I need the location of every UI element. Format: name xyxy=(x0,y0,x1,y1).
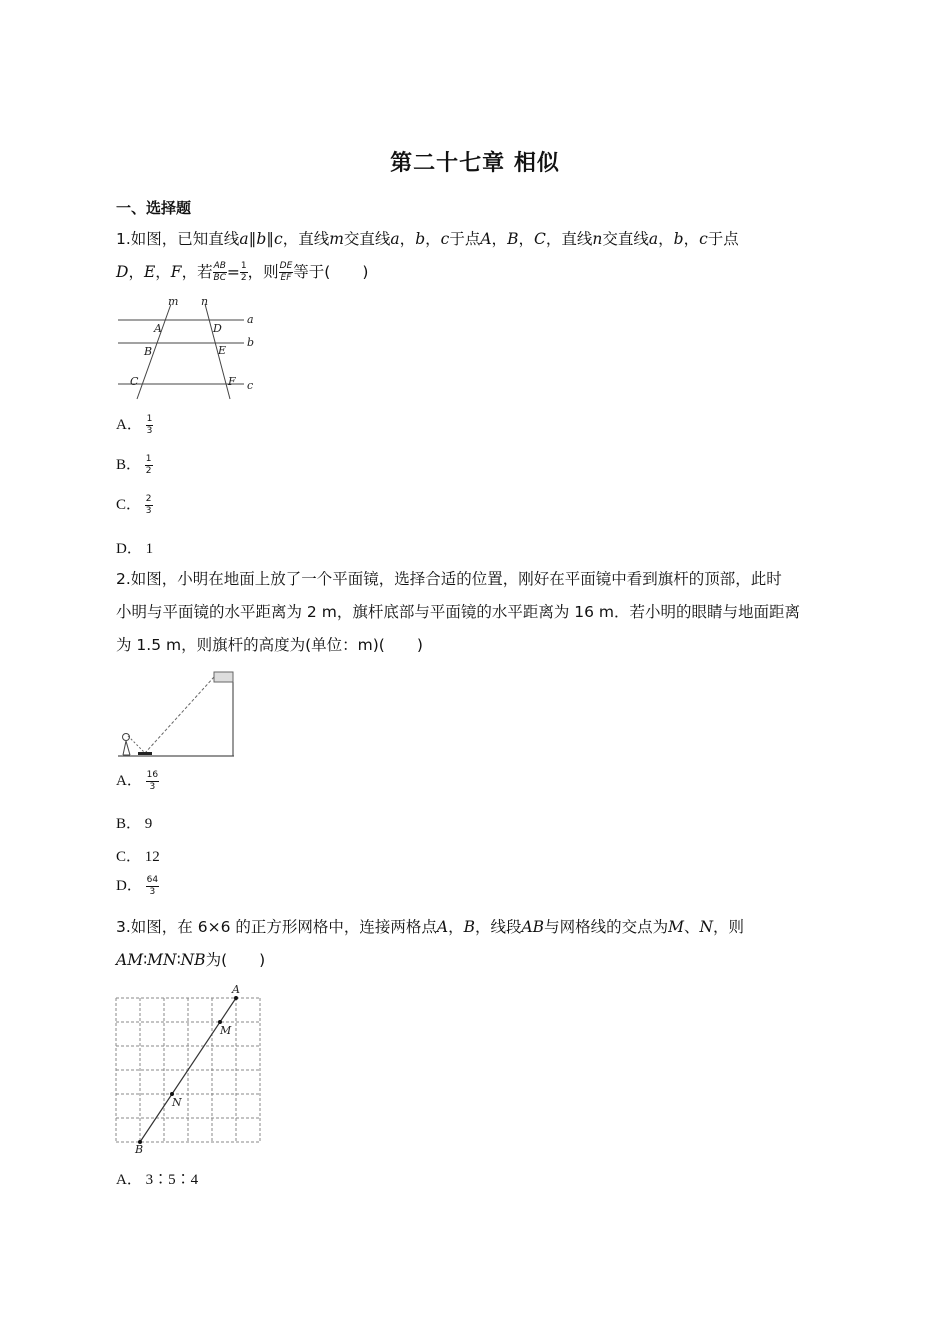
q1-text: 如图，已知直线 xyxy=(130,230,240,248)
q1-text: 交直线 xyxy=(602,230,649,248)
comma: ， xyxy=(155,263,171,281)
q1-text: 交直线 xyxy=(343,230,391,248)
var-n: n xyxy=(592,230,603,248)
comma: ， xyxy=(683,230,700,248)
mirror xyxy=(138,752,152,755)
q1-text: ，直线 xyxy=(282,230,330,248)
option-label: B． xyxy=(116,816,142,832)
q2-option-b[interactable] xyxy=(116,812,152,833)
q1-text: 于点 xyxy=(449,230,481,248)
point-B: B xyxy=(463,918,475,936)
q1-text: 等于( xyxy=(293,263,331,281)
segment-AB: AB xyxy=(521,918,545,936)
option-text: 3∶5∶4 xyxy=(145,1172,199,1188)
q3-text: 3.如图，在 6×6 的正方形网格中，连接两格点 xyxy=(116,918,437,936)
option-fraction xyxy=(146,875,159,898)
q1-option-d[interactable] xyxy=(116,537,153,558)
q2-option-d[interactable] xyxy=(116,874,159,898)
question-3 xyxy=(116,911,840,977)
ratio-colon: ∶ xyxy=(143,951,148,969)
fraction-denominator: 3 xyxy=(146,426,153,437)
point-B: B xyxy=(507,230,519,248)
var-c: c xyxy=(274,230,283,248)
option-label: D． xyxy=(116,878,142,894)
var-a: a xyxy=(390,230,400,248)
label-c: c xyxy=(247,379,254,392)
q1-option-c[interactable] xyxy=(116,493,153,517)
option-label: C． xyxy=(116,849,142,865)
var-a: a xyxy=(239,230,249,248)
fraction-denominator: BC xyxy=(213,273,226,283)
q3-text: 为( xyxy=(205,951,228,969)
question-2 xyxy=(116,563,840,662)
label-n: n xyxy=(201,296,209,308)
fraction-denominator: 3 xyxy=(149,782,156,793)
q1-text: ) xyxy=(362,263,369,281)
option-fraction xyxy=(145,454,153,477)
comma: ， xyxy=(518,230,534,248)
point-M: M xyxy=(668,918,684,936)
fraction-numerator: 1 xyxy=(146,414,153,425)
point-C: C xyxy=(533,230,546,248)
var-b: b xyxy=(256,230,267,248)
option-label: A． xyxy=(116,417,142,433)
comma: ， xyxy=(425,230,441,248)
var-c: c xyxy=(440,230,450,248)
option-label: B． xyxy=(116,457,142,473)
section-heading: 一、选择题 xyxy=(116,199,192,217)
q2-option-a[interactable] xyxy=(116,769,159,793)
fraction-numerator: 2 xyxy=(145,494,152,505)
option-label: A． xyxy=(116,773,142,789)
line-m xyxy=(137,304,171,399)
equals-sign: = xyxy=(226,263,240,281)
point-A: A xyxy=(480,230,492,248)
label-M: M xyxy=(220,1024,232,1037)
q1-text: 于点 xyxy=(707,230,739,248)
label-A: A xyxy=(232,983,240,996)
point-D: D xyxy=(116,263,129,281)
point-E: E xyxy=(143,263,156,281)
option-text: 1 xyxy=(145,541,154,557)
segment-MN: MN xyxy=(147,951,177,969)
fraction-ab-bc xyxy=(213,261,227,284)
q1-number: 1. xyxy=(116,230,131,248)
label-C: C xyxy=(130,375,139,388)
label-B: B xyxy=(135,1143,144,1154)
label-b: b xyxy=(247,336,255,349)
light-ray xyxy=(145,677,214,753)
fraction-denominator: 2 xyxy=(145,466,152,477)
q1-option-b[interactable] xyxy=(116,453,153,477)
question-1 xyxy=(116,223,840,289)
q2-option-c[interactable] xyxy=(116,845,160,866)
sight-line xyxy=(128,736,145,753)
option-label: A． xyxy=(116,1172,142,1188)
segment-AM: AM xyxy=(116,951,144,969)
q3-figure-grid xyxy=(110,982,268,1154)
point-N: N xyxy=(699,918,714,936)
q2-text: 小明与平面镜的水平距离为 2 m，旗杆底部与平面镜的水平距离为 16 m．若小明的眼睛与地面距离 xyxy=(116,603,800,621)
point-F: F xyxy=(170,263,182,281)
q2-figure-mirror-flagpole xyxy=(116,668,238,760)
q3-text: ，线段 xyxy=(474,918,522,936)
label-A: A xyxy=(154,322,162,335)
var-m: m xyxy=(329,230,344,248)
comma: ， xyxy=(448,918,464,936)
q2-text: ) xyxy=(416,636,423,654)
fraction-denominator: 3 xyxy=(149,887,156,898)
q3-text: ，则 xyxy=(713,918,745,936)
option-fraction xyxy=(146,770,159,793)
q3-option-a[interactable] xyxy=(116,1168,198,1189)
option-label: C． xyxy=(116,497,142,513)
q2-text: 2.如图，小明在地面上放了一个平面镜，选择合适的位置，刚好在平面镜中看到旗杆的顶部，此时 xyxy=(116,570,782,588)
point-A: A xyxy=(436,918,449,936)
q1-figure-parallel-lines xyxy=(116,296,261,402)
point-A-dot xyxy=(234,996,238,1000)
q2-text: 为 1.5 m，则旗杆的高度为(单位：m)( xyxy=(116,636,385,654)
option-text: 12 xyxy=(144,849,160,865)
label-B: B xyxy=(144,345,153,358)
q1-text: ，则 xyxy=(247,263,279,281)
q1-text: ，直线 xyxy=(545,230,593,248)
q3-text: 与网格线的交点为 xyxy=(544,918,669,936)
flag xyxy=(214,672,233,682)
label-F: F xyxy=(228,375,236,388)
label-m: m xyxy=(168,296,179,308)
var-b: b xyxy=(673,230,684,248)
fraction-numerator: DE xyxy=(279,261,293,271)
var-b: b xyxy=(415,230,426,248)
label-N: N xyxy=(172,1096,182,1109)
fraction-denominator: 2 xyxy=(240,273,247,283)
fraction-de-ef xyxy=(279,261,294,284)
fraction-numerator: 16 xyxy=(146,770,159,781)
comma: ， xyxy=(399,230,416,248)
q1-option-a[interactable] xyxy=(116,413,153,437)
option-fraction xyxy=(146,414,154,437)
fraction-numerator: 64 xyxy=(146,875,159,886)
q3-text: ) xyxy=(259,951,266,969)
label-E: E xyxy=(218,344,227,357)
fraction-denominator: 3 xyxy=(145,506,152,517)
parallel-symbol: ∥ xyxy=(266,230,274,248)
q1-text: ，若 xyxy=(181,263,213,281)
parallel-symbol: ∥ xyxy=(248,230,257,248)
fraction-one-half xyxy=(240,261,248,284)
fraction-numerator: AB xyxy=(213,261,226,271)
ratio-colon: ∶ xyxy=(176,951,181,969)
label-D: D xyxy=(213,322,222,335)
segment-NB: NB xyxy=(180,951,206,969)
option-fraction xyxy=(145,494,153,517)
label-a: a xyxy=(247,313,254,326)
fraction-denominator: EF xyxy=(280,273,292,283)
fraction-numerator: 1 xyxy=(240,261,247,271)
option-text: 9 xyxy=(144,816,153,832)
var-a: a xyxy=(648,230,659,248)
comma: ， xyxy=(658,230,674,248)
page-title: 第二十七章 相似 xyxy=(390,151,560,176)
comma: ， xyxy=(491,230,508,248)
var-c: c xyxy=(699,230,708,248)
option-label: D． xyxy=(116,541,142,557)
separator: 、 xyxy=(683,918,700,936)
comma: ， xyxy=(128,263,144,281)
fraction-numerator: 1 xyxy=(145,454,152,465)
